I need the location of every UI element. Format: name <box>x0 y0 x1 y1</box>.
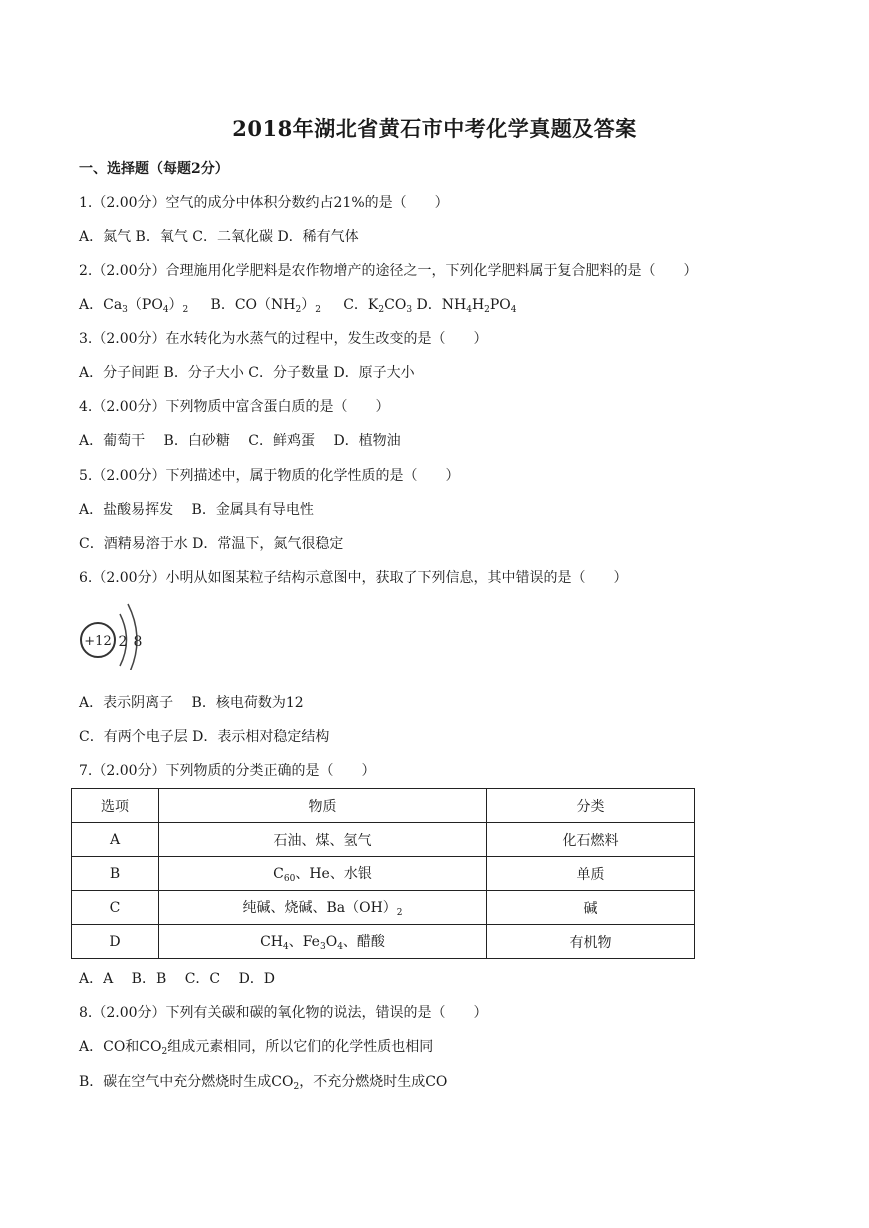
row-category: 有机物 <box>487 925 695 959</box>
row-substance: 纯碱、烧碱、$Ba(OH)_2$ <box>159 891 487 925</box>
question-5-options-row1: A．盐酸易挥发 B．金属具有导电性 <box>79 502 314 518</box>
question-2-stem: 2.（2.00分）合理施用化学肥料是农作物增产的途径之一，下列化学肥料属于复合肥料的是（ ） <box>79 263 698 279</box>
row-option: C <box>72 891 159 925</box>
question-7-options: A．A B．B C．C D．D <box>79 971 276 987</box>
row-option: B <box>72 857 159 891</box>
table-row <box>72 823 695 857</box>
nucleus-charge: +12 <box>84 634 112 649</box>
question-7-stem: 7.（2.00分）下列物质的分类正确的是（ ） <box>79 763 376 779</box>
question-2-options <box>79 294 517 315</box>
row-option: D <box>72 925 159 959</box>
option-b: B．$CO(NH_2)_2$ <box>210 297 321 315</box>
section-heading: 一、选择题（每题2分） <box>79 161 229 177</box>
option-c: C．$K_2CO_3$ <box>343 297 413 315</box>
row-category: 单质 <box>487 857 695 891</box>
question-6-stem: 6.（2.00分）小明从如图某粒子结构示意图中，获取了下列信息，其中错误的是（ ） <box>79 570 628 586</box>
header-option: 选项 <box>72 789 159 823</box>
atomic-structure-diagram <box>76 600 166 670</box>
table-row <box>72 891 695 925</box>
question-8-option-b: B．碳在空气中充分燃烧时生成$CO_2$，不充分燃烧时生成CO <box>79 1074 448 1092</box>
page-title: 2018年湖北省黄石市中考化学真题及答案 <box>232 116 637 141</box>
row-category: 化石燃料 <box>487 823 695 857</box>
question-5-stem: 5.（2.00分）下列描述中，属于物质的化学性质的是（ ） <box>79 468 460 484</box>
question-8-stem: 8.（2.00分）下列有关碳和碳的氧化物的说法，错误的是（ ） <box>79 1005 488 1021</box>
question-3-stem: 3.（2.00分）在水转化为水蒸气的过程中，发生改变的是（ ） <box>79 331 488 347</box>
shell-1-electrons: 2 <box>118 634 128 650</box>
question-4-options: A．葡萄干 B．白砂糖 C．鲜鸡蛋 D．植物油 <box>79 433 401 449</box>
question-3-options: A．分子间距 B．分子大小 C．分子数量 D．原子大小 <box>79 365 415 381</box>
question-8-option-a: A．CO和$CO_2$组成元素相同，所以它们的化学性质也相同 <box>79 1039 434 1057</box>
table-row <box>72 857 695 891</box>
question-6-options-row2: C．有两个电子层 D．表示相对稳定结构 <box>79 729 330 745</box>
shell-2-electrons: 8 <box>133 634 143 650</box>
header-substance: 物质 <box>159 789 487 823</box>
question-6-options-row1: A．表示阴离子 B．核电荷数为12 <box>79 695 304 711</box>
question-5-options-row2: C．酒精易溶于水 D．常温下，氮气很稳定 <box>79 536 344 552</box>
row-substance: 石油、煤、氢气 <box>159 823 487 857</box>
question-4-stem: 4.（2.00分）下列物质中富含蛋白质的是（ ） <box>79 399 390 415</box>
question-1-stem: 1.（2.00分）空气的成分中体积分数约占21%的是（ ） <box>79 195 449 211</box>
table-header-row <box>72 789 695 823</box>
table-row <box>72 925 695 959</box>
row-substance: $C_{60}$、He、水银 <box>159 857 487 891</box>
header-category: 分类 <box>487 789 695 823</box>
option-d: D．$NH_4H_2PO_4$ <box>416 297 517 315</box>
row-option: A <box>72 823 159 857</box>
option-a: A．$Ca_3(PO_4)_2$ <box>79 297 189 315</box>
question-1-options: A．氮气 B．氧气 C．二氧化碳 D．稀有气体 <box>79 229 359 245</box>
row-category: 碱 <box>487 891 695 925</box>
row-substance: $CH_4$、$Fe_3O_4$、醋酸 <box>159 925 487 959</box>
classification-table <box>71 788 695 959</box>
